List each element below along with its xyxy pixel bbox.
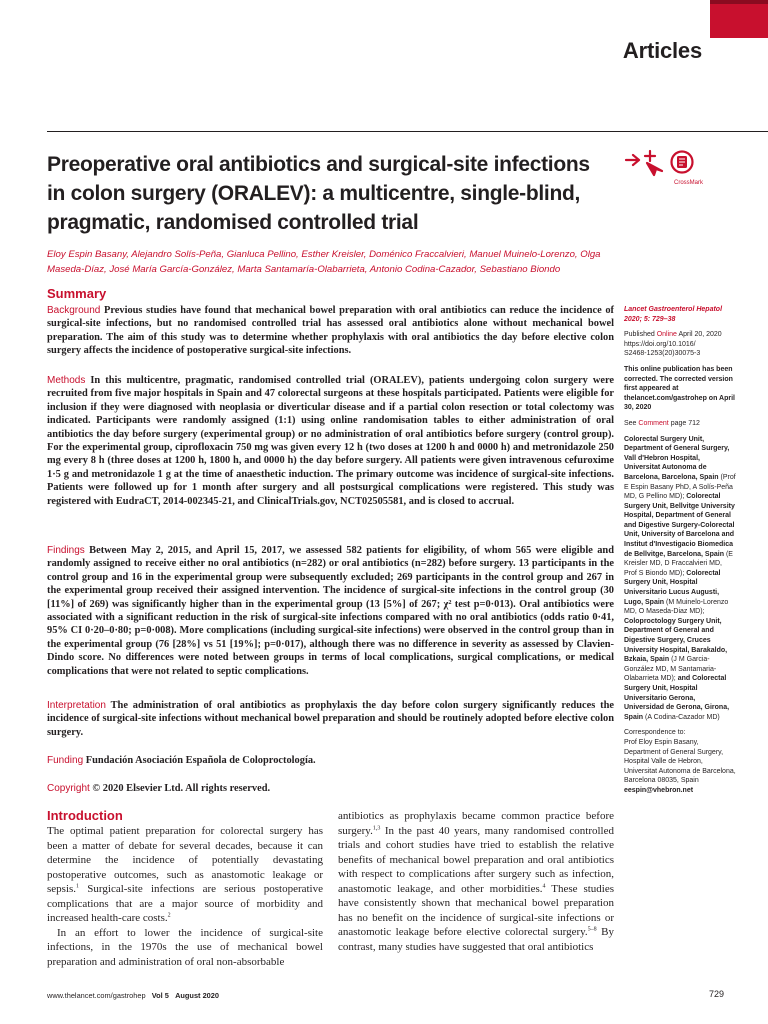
correspondence: Correspondence to: Prof Eloy Espin Basany, Department of General Surgery, Hospital Valle de Hebron, Universitat Autonoma de Barcelona, Barcelona 08035, Spain eespin@vhebron.net: [624, 729, 736, 794]
email-link[interactable]: eespin@vhebron.net: [624, 786, 694, 794]
abstract-findings: [47, 544, 614, 678]
corner-color-bar-edge: [710, 0, 768, 4]
crossmark-label: CrossMark: [674, 180, 704, 186]
abstract-label: Methods: [47, 375, 86, 386]
affiliations: Colorectal Surgery Unit, Department of General Surgery, Vall d'Hebron Hospital, Universitat Autonoma de Barcelona, Barcelona, Spain (Prof E Espin Basany PhD, A Solís-Peña MD, G Pellino MD); Colorectal Surgery Unit, Bellvitge University Hospital, Department of General and Digestive Surgery-Colorectal Unit, University of Barcelona and Institut d'Investigacio Biomedica de Bellvitge, Barcelona, Spain (E Kreisler MD, D Fraccalvieri MD, Prof S Biondo MD); Colorectal Surgery Unit, Hospital Universitario Lucus Augusti, Lugo, Spain (M Muinelo-Lorenzo MD, O Maseda-Diaz MD); Coloproctology Surgery Unit, Department of General and Digestive Surgery, Cruces University Hospital, Barakaldo, Bzkaia, Spain (J M Garcia-González MD, M Santamaria-Olabarrieta MD); and Colorectal Surgery Unit, Hospital Universitario Gerona, Universidad de Gerona, Girona, Spain (A Codina-Cazador MD): [624, 435, 736, 721]
plus-icon: [645, 151, 655, 161]
article-sidebar: [624, 305, 736, 802]
abstract-background: [47, 304, 614, 358]
abstract-label: Background: [47, 305, 101, 316]
corner-color-bar: [710, 0, 768, 38]
publication-info: Published Online April 20, 2020 https://doi.org/10.1016/ S2468-1253(20)30075-3: [624, 331, 722, 358]
abstract-text: Between May 2, 2015, and April 15, 2017, we assessed 582 patients for eligibility, of whom 565 were eligible and randomly assigned to receive either no oral antibiotics (n=282) or oral antibiotics (n=282) before surgery. 13 participants in the control group and 16 in the experimental group were subsequently excluded; 269 participants in the control group and 267 in the experimental group received their assigned intervention. The incidence of surgical-site infections in the control group (30 [11%] of 269) was significantly higher than in the experimental group (13 [5%] of 267; χ² test p=0·013). Oral antibiotics were associated with a significant reduction in the risk of surgical-site infections compared with no oral antibiotics (odds ratio 0·41, 95% CI 0·20–0·80; p=0·008). More complications (including surgical-site infections) were observed in the control group than in the experimental group (76 [28%] vs 51 [19%]; p=0·017), although there was no difference in severity as assessed by Clavien-Dindo score. No differences were noted between groups in terms of local complications, surgical complications, or medical complications that were not related to septic complications.: [47, 545, 614, 677]
citation-ref[interactable]: 4: [542, 882, 546, 889]
doi-text[interactable]: April 20, 2020 https://doi.org/10.1016/ S2468-1253(20)30075-3: [624, 331, 722, 358]
citation-ref[interactable]: 2: [167, 912, 171, 919]
journal-url[interactable]: www.thelancet.com/gastrohep: [47, 991, 146, 1000]
intro-paragraph: In an effort to lower the incidence of surgical-site infections, in the 1970s the use of mechanical bowel preparation and administration of oral non-absorbable: [47, 926, 323, 968]
abstract-text: The administration of oral antibiotics as prophylaxis the day before colon surgery significantly reduces the incidence of surgical-site infections without mechanical bowel preparation and should be routinely adopted before elective colon surgery.: [47, 700, 614, 738]
arrow-right-icon: [626, 155, 639, 165]
citation-ref[interactable]: 5–8: [587, 926, 597, 933]
issue-date: August 2020: [175, 991, 220, 1000]
intro-column-1: [47, 824, 323, 969]
abstract-text: Fundación Asociación Española de Coloproctología.: [85, 755, 316, 766]
abstract-interpretation: [47, 699, 614, 739]
citation-ref[interactable]: 1: [76, 883, 80, 890]
header-rule: [47, 131, 768, 132]
see-comment: See Comment page 712: [624, 419, 700, 427]
intro-paragraph: The optimal patient preparation for colorectal surgery has been a matter of debate for several decades, because it can determine the incidence of potentially devastating postoperative outcomes, such as anastomotic leakage or sepsis.$^1$ Surgical-site infections are serious postoperative complications that are a major source of morbidity and increased health-care costs.$^2$: [47, 825, 323, 924]
online-link[interactable]: Online: [656, 331, 677, 339]
abstract-text: Previous studies have found that mechanical bowel preparation with oral antibiotics can reduce the incidence of surgical-site infections, but no randomised controlled trial has assessed oral antibiotics alone without mechanical bowel preparation. The aim of this study was to determine whether prophylaxis with oral antibiotics the day before elective colon surgery affects the incidence of postoperative surgical-site infections.: [47, 305, 614, 357]
introduction-heading: Introduction: [47, 808, 123, 823]
abstract-text: In this multicentre, pragmatic, randomised controlled trial (ORALEV), patients undergoing colon surgery were recruited from five major hospitals in Spain and 47 colorectal surgeons at these hospitals participated. Patients were eligible for inclusion if they were diagnosed with neoplasia or diverticular disease and if a partial colon resection or total colectomy was indicated. Participants were randomly assigned (1:1) using online randomisation tables to either administration of oral antibiotics the day before surgery (experimental group) or no administration of oral antibiotics before surgery (control group). For the experimental group, ciprofloxacin 750 mg was given every 12 h (two doses at 1200 h and 0000 h) and metronidazole 250 mg every 8 h (three doses at 1200 h, 1800 h, and 0000 h) the day before surgery. All patients were given intravenous cefuroxime 1·5 g and metronidazole 1 g at the time of anaesthetic induction. The primary outcome was incidence of surgical-site infections. Patients were followed up for 1 month after surgery and all postsurgical complications were registered. This study was registered with EudraCT, 2014-002345-21, and ClinicalTrials.gov, NCT02505581, and is closed to accrual.: [47, 375, 614, 507]
abstract-copyright: [47, 782, 614, 795]
footer-citation: [47, 991, 219, 1000]
journal-citation: Lancet Gastroenterol Hepatol 2020; 5: 729–38: [624, 306, 723, 323]
abstract-text: © 2020 Elsevier Ltd. All rights reserved.: [92, 783, 271, 794]
summary-heading: Summary: [47, 286, 107, 301]
cursor-icon: [647, 163, 662, 175]
volume: Vol 5: [151, 991, 169, 1000]
abstract-label: Interpretation: [47, 700, 106, 711]
article-title: Preoperative oral antibiotics and surgical-site infections in colon surgery (ORALEV): a multicentre, single-blind, pragmatic, randomised controlled trial: [47, 153, 590, 234]
comment-link[interactable]: Comment: [638, 419, 669, 427]
abstract-methods: [47, 374, 614, 508]
correction-note: This online publication has been corrected. The corrected version first appeared at thelancet.com/gastrohep on April 30, 2020: [624, 365, 735, 412]
abstract-label: Copyright: [47, 783, 90, 794]
abstract-label: Funding: [47, 755, 84, 766]
intro-column-2: [338, 809, 614, 954]
section-label: Articles: [622, 38, 702, 63]
author-list: Eloy Espin Basany, Alejandro Solís-Peña, Gianluca Pellino, Esther Kreisler, Doménico Fraccalvieri, Manuel Muinelo-Lorenzo, Olga Maseda-Díaz, José María García-González, Marta Santamaría-Olabarrieta, Antonio Codina-Cazador, Sebastiano Biondo: [47, 249, 601, 275]
page-number: 729: [708, 989, 724, 999]
abstract-label: Findings: [47, 545, 85, 556]
abstract-funding: [47, 754, 614, 767]
citation-ref[interactable]: 1,3: [372, 824, 381, 831]
intro-paragraph: antibiotics as prophylaxis became common practice before surgery.$^{1,3}$ In the past 40 years, many randomised controlled trials and cohort studies have tried to establish the relative benefits of mechanical bowel preparation and oral antibiotics with respect to complications after surgery such as infection, anastomotic leakage, and other morbidities.$^4$ These studies have consistently shown that mechanical bowel preparation has no benefit on the incidence of surgical-site infections or anastomotic leakage before elective colorectal surgery.$^{5-8}$ By contrast, many studies have suggested that oral antibiotics: [338, 810, 614, 953]
